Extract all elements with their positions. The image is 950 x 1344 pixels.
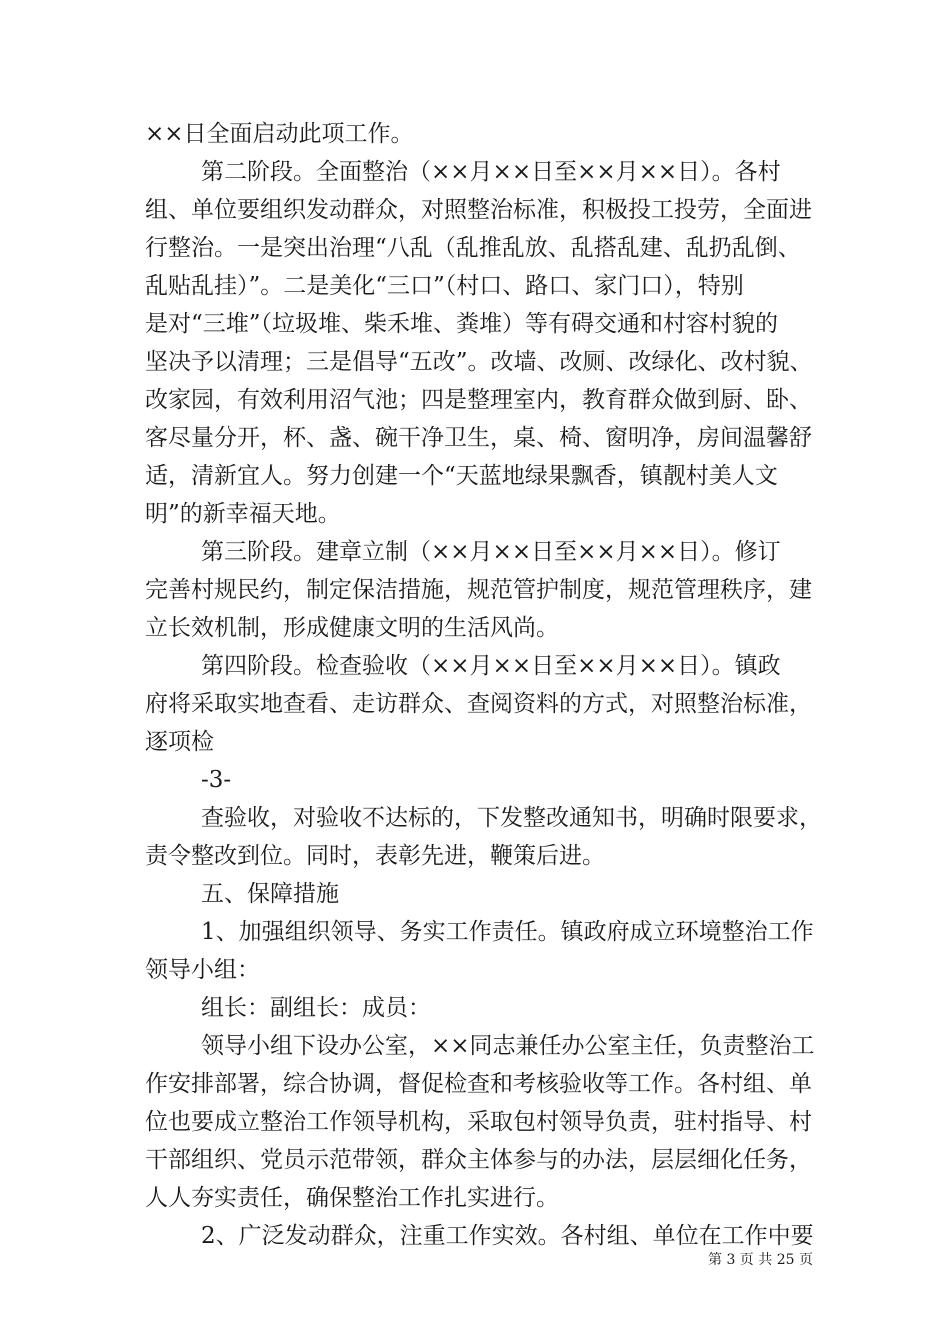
text-line: 责令整改到位。同时，表彰先进，鞭策后进。 <box>145 843 605 869</box>
text-line: 行整治。一是突出治理“八乱（乱推乱放、乱搭乱建、乱扔乱倒、 <box>145 235 801 261</box>
section-heading: 五、保障措施 <box>201 881 339 907</box>
page-number-inline: -3- <box>201 767 232 793</box>
text-line: 作安排部署，综合协调，督促检查和考核验收等工作。各村组、单 <box>145 1071 812 1097</box>
text-line: 客尽量分开，杯、盏、碗干净卫生，桌、椅、窗明净，房间温馨舒 <box>145 425 812 451</box>
text-line: 立长效机制，形成健康文明的生活风尚。 <box>145 615 559 641</box>
text-line: 领导小组： <box>145 957 260 983</box>
text-line: 改家园，有效利用沼气池；四是整理室内，教育群众做到厨、卧、 <box>145 387 812 413</box>
text-line: 领导小组下设办公室，××同志兼任办公室主任，负责整治工 <box>201 1033 815 1059</box>
text-line: 逐项检 <box>145 729 214 755</box>
text-line: 明”的新幸福天地。 <box>145 501 341 527</box>
text-line: 2、广泛发动群众，注重工作实效。各村组、单位在工作中要 <box>201 1223 814 1249</box>
text-line: 完善村规民约，制定保洁措施，规范管护制度，规范管理秩序，建 <box>145 577 812 603</box>
text-line: 乱贴乱挂）”。二是美化“三口”（村口、路口、家门口），特别 <box>145 273 744 299</box>
text-line: 1、加强组织领导、务实工作责任。镇政府成立环境整治工作 <box>201 919 814 945</box>
text-line: 查验收，对验收不达标的，下发整改通知书，明确时限要求， <box>201 805 822 831</box>
text-line: 第四阶段。检查验收（××月××日至××月××日）。镇政 <box>201 653 781 679</box>
text-line: 第二阶段。全面整治（××月××日至××月××日）。各村 <box>201 159 781 185</box>
text-line: 府将采取实地查看、走访群众、查阅资料的方式，对照整治标准， <box>145 691 812 717</box>
text-line: 人人夯实责任，确保整治工作扎实进行。 <box>145 1185 559 1211</box>
text-line: ××日全面启动此项工作。 <box>145 121 414 147</box>
text-line: 第三阶段。建章立制（××月××日至××月××日）。修订 <box>201 539 781 565</box>
text-line: 组长：副组长：成员： <box>201 995 431 1021</box>
text-line: 位也要成立整治工作领导机构，采取包村领导负责，驻村指导、村 <box>145 1109 812 1135</box>
text-line: 坚决予以清理；三是倡导“五改”。改墙、改厕、改绿化、改村貌、 <box>145 349 813 375</box>
text-line: 干部组织、党员示范带领，群众主体参与的办法，层层细化任务， <box>145 1147 812 1173</box>
page-counter: 第 3 页 共 25 页 <box>708 1252 813 1268</box>
text-line: 组、单位要组织发动群众，对照整治标准，积极投工投劳，全面进 <box>145 197 812 223</box>
text-line: 适，清新宜人。努力创建一个“天蓝地绿果飘香，镇靓村美人文 <box>145 463 778 489</box>
text-line: 是对“三堆”（垃圾堆、柴禾堆、粪堆）等有碍交通和村容村貌的 <box>145 311 779 337</box>
